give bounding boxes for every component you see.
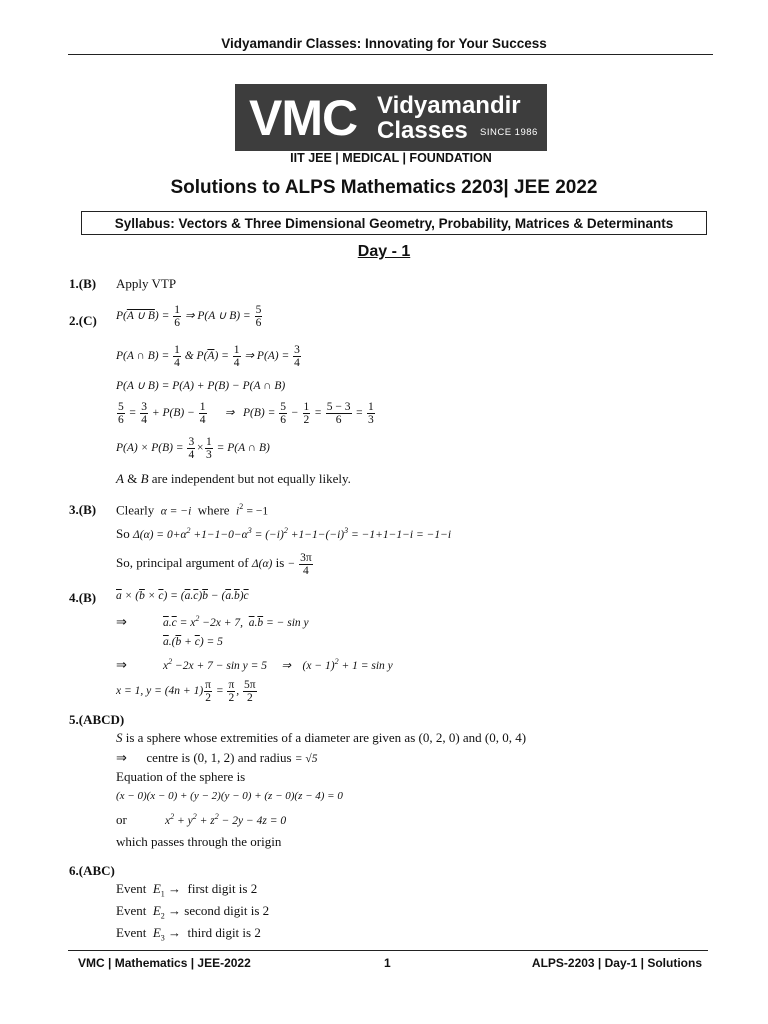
logo-tagline: IIT JEE | MEDICAL | FOUNDATION [290, 151, 492, 165]
q3-line3: So, principal argument of Δ(α) is − $\frac{3\pi}{4}$ [116, 552, 312, 578]
logo-line1: Vidyamandir [377, 92, 521, 119]
q3-label: 3.(B) [69, 502, 97, 517]
q3-line2: So $\Delta(\alpha) = 0+\alpha^2 +1-1-0-\alpha^3 = (-i)^2 +1-1-(-i)^3 = -1+1-1-i = -1-i$ [116, 526, 452, 541]
header-rule [68, 54, 713, 55]
q4-eq1: $\overline{a} \times (\overline{b} \times \overline{c}) = (\overline{a}.\overline{c})\overline{b} - (\overline{a}.\overline{b})\overline{c}$ [116, 590, 249, 602]
q5-line5: which passes through the origin [116, 834, 282, 849]
q5-line2: ⇒ centre is (0, 1, 2) and radius = √5 [116, 750, 318, 765]
q4-eq5: x = 1, y = (4n + 1) $\frac{\pi}{2}$ = $\frac{\pi}{2}$ , $\frac{5\pi}{2}$ [116, 679, 256, 705]
footer-rule [68, 950, 708, 951]
q3-line1: Clearly α = −i where $i^2 = -1$ [116, 502, 269, 518]
syllabus-box: Syllabus: Vectors & Three Dimensional Geometry, Probability, Matrices & Determinants [81, 211, 707, 235]
q5-eq1: (x − 0)(x − 0) + (y − 2)(y − 0) + (z − 0)(z − 4) = 0 [116, 790, 343, 802]
day-heading: Day - 1 [357, 243, 411, 260]
q6-label: 6.(ABC) [69, 863, 115, 878]
q5-line3: Equation of the sphere is [116, 769, 246, 784]
q4-label: 4.(B) [69, 590, 97, 605]
q4-eq4: $x^2 -2x + 7 - \sin y = 5$ ⇒ $(x - 1)^2 + 1 = \sin y$ [163, 657, 393, 672]
q6-e2: Event $E_2$ → second digit is 2 [116, 903, 270, 921]
q4-eq3: $\overline{a}.(\overline{b} + \overline{c}) = 5$ [163, 636, 223, 648]
q1-text: Apply VTP [116, 276, 177, 291]
q4-arrow2: ⇒ [116, 657, 127, 672]
q4-eq2: $\overline{a}.\overline{c} = x^2 -2x + 7$, $\overline{a}.\overline{b}$ = − sin y [163, 614, 309, 629]
q2-eq4: $\frac{5}{6}$ = $\frac{3}{4}$ + P(B) − $\frac{1}{4}$ ⇒ P(B) = $\frac{5}{6}$ − $\frac{1}{2}$ = $\frac{5 - 3}{6}$ = $\frac{1}{3}$ [118, 401, 374, 427]
q5-line1: S is a sphere whose extremities of a diameter are given as (0, 2, 0) and (0, 0, 4) [116, 730, 527, 745]
logo-since: SINCE 1986 [480, 127, 538, 138]
logo-mark: VMC [249, 90, 358, 146]
q6-e1: Event $E_1$ → first digit is 2 [116, 881, 258, 899]
q2-eq3: P(A ∪ B) = P(A) + P(B) − P(A ∩ B) [116, 380, 286, 392]
running-header: Vidyamandir Classes: Innovating for Your Success [221, 36, 547, 51]
footer-page-number: 1 [384, 956, 391, 970]
q2-label: 2.(C) [69, 313, 97, 328]
q2-eq2: P(A ∩ B) = $\frac{1}{4}$ & $P(\overline{A})$ = $\frac{1}{4}$ ⇒ P(A) = $\frac{3}{4}$ [116, 344, 300, 370]
q5-eq2: $x^2 + y^2 + z^2 - 2y - 4z = 0$ [165, 812, 287, 827]
footer-right: ALPS-2203 | Day-1 | Solutions [531, 956, 702, 970]
footer-left: VMC | Mathematics | JEE-2022 [78, 956, 251, 970]
logo-line2: Classes [377, 117, 468, 144]
q1-label: 1.(B) [69, 276, 97, 291]
q5-or: or [116, 812, 127, 827]
q2-eq5: P(A) × P(B) = $\frac{3}{4}$ × $\frac{1}{3}$ = P(A ∩ B) [116, 436, 270, 462]
q6-e3: Event $E_3$ → third digit is 2 [116, 925, 261, 943]
q2-conclusion: A & B are independent but not equally likely. [116, 471, 351, 486]
q2-eq1: P(A ∪ B) = $\frac{1}{6}$ ⇒ P(A ∪ B) = $\frac{5}{6}$ [116, 304, 262, 330]
page-title: Solutions to ALPS Mathematics 2203| JEE 2022 [170, 177, 598, 198]
q5-label: 5.(ABCD) [69, 712, 125, 727]
vmc-logo [235, 84, 547, 151]
q4-arrow1: ⇒ [116, 614, 127, 629]
